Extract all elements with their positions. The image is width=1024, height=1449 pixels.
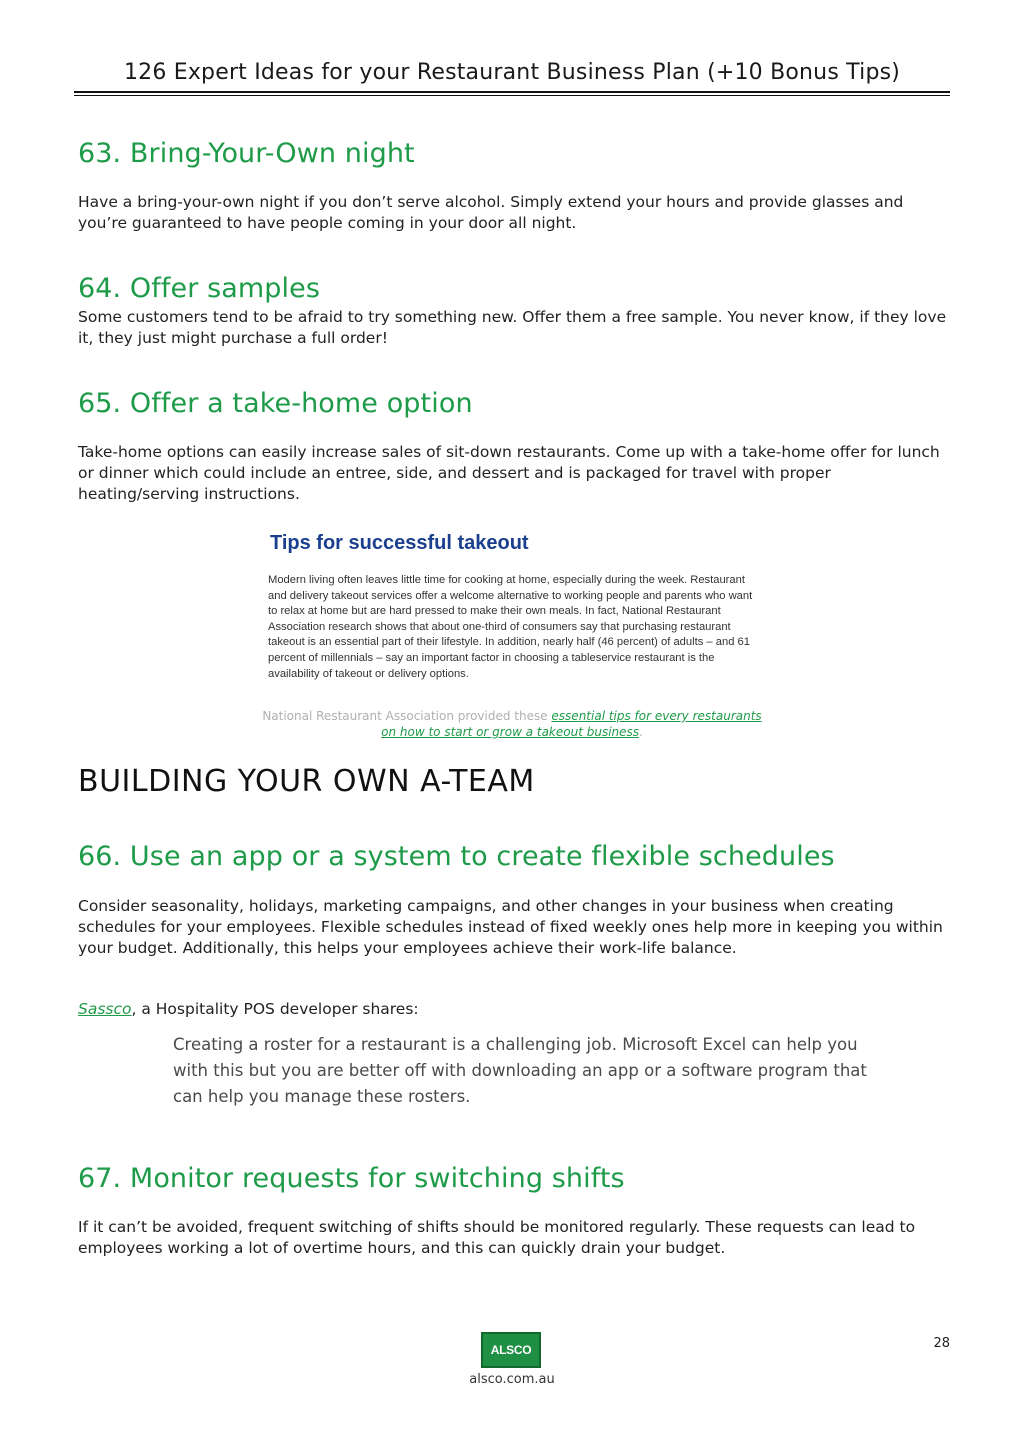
tip-67-heading: 67. Monitor requests for switching shifts [78,1163,625,1194]
takeout-tips-image [262,528,762,704]
page-number: 28 [933,1336,950,1351]
document-title: 126 Expert Ideas for your Restaurant Business Plan (+10 Bonus Tips) [123,60,901,85]
tip-64-body: Some customers tend to be afraid to try something new. Offer them a free sample. You never know, if they love it, they just might purchase a full order! [78,308,947,347]
tip-63-body: Have a bring-your-own night if you don’t serve alcohol. Simply extend your hours and provide glasses and you’re guaranteed to have people coming in your door all night. [78,193,904,232]
image-caption [262,708,762,740]
tip-64-heading: 64. Offer samples [78,273,321,304]
header-rule-thin [74,95,950,96]
alsco-logo: ALSCO [481,1332,541,1368]
tip-66-heading: 66. Use an app or a system to create flexible schedules [78,841,835,872]
tip-66-body: Consider seasonality, holidays, marketing campaigns, and other changes in your business when creating schedules for your employees. Flexible schedules instead of fixed weekly ones help more in keeping you within your budget. Additionally, this helps your employees achieve their work-life balance. [78,897,943,957]
section-title: BUILDING YOUR OWN A-TEAM [78,764,535,799]
sassco-link[interactable]: Sassco [78,1000,132,1018]
quote-block: Creating a roster for a restaurant is a challenging job. Microsoft Excel can help you with this but you are better off with downloading an app or a software program that can help you manage these rosters. [173,1035,867,1106]
source-attribution [78,999,950,1020]
tip-63-heading: 63. Bring-Your-Own night [78,138,415,169]
caption-prefix: National Restaurant Association provided these [262,709,552,723]
takeout-tips-link[interactable]: essential tips for every restaurants on how to start or grow a takeout business [381,709,762,739]
tip-65-heading: 65. Offer a take-home option [78,388,473,419]
takeout-tips-text: Modern living often leaves little time for cooking at home, especially during the week. Restaurant and delivery takeout services offer a welcome alternative to working people and parents who want to relax at home but are hard pressed to make their own meals. In fact, National Restaurant Association research shows that about one-third of consumers say that purchasing restaurant takeout is an essential part of their lifestyle. In addition, nearly half (46 percent) of adults – and 61 percent of millennials – say an important factor in choosing a tableservice restaurant is the availability of takeout or delivery options. [268,574,753,680]
header-rule [74,91,950,93]
tip-67-body: If it can’t be avoided, frequent switching of shifts should be monitored regularly. These requests can lead to employees working a lot of overtime hours, and this can quickly drain your budget. [78,1218,916,1257]
caption-suffix: . [639,725,643,739]
website-url: alsco.com.au [469,1372,555,1387]
takeout-tips-heading: Tips for successful takeout [270,532,529,554]
tip-65-body: Take-home options can easily increase sales of sit-down restaurants. Come up with a take-home offer for lunch or dinner which could include an entree, side, and dessert and is packaged for travel with proper heating/serving instructions. [78,443,940,503]
source-suffix: , a Hospitality POS developer shares: [131,1000,419,1018]
